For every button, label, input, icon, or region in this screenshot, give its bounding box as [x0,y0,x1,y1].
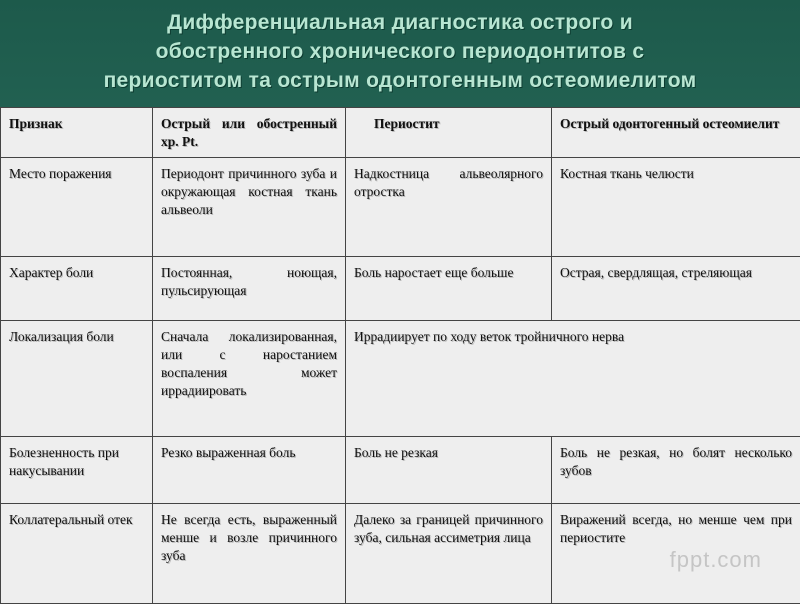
cell-osteomyelitis: Острая, свердлящая, стреляющая [552,257,800,321]
cell-periostitis: Боль не резкая [346,437,552,504]
title-line-3: периоститом та острым одонтогенным остеомиелитом [0,66,800,95]
header-periostitis: Периостит [346,108,552,158]
cell-periodontitis: Постоянная, ноющая, пульсирующая [153,257,346,321]
cell-periodontitis: Сначала локализированная, или с наростанием воспаления может иррадиировать [153,321,346,437]
cell-osteomyelitis: Боль не резкая, но болят несколько зубов [552,437,800,504]
cell-periostitis-osteomyelitis-merged: Иррадиирует по ходу веток тройничного нерва [346,321,800,437]
table-row [1,257,800,321]
diagnosis-table [0,107,800,604]
row-label: Локализация боли [1,321,153,437]
row-label: Болезненность при накусывании [1,437,153,504]
header-osteomyelitis: Острый одонтогенный остеомиелит [552,108,800,158]
cell-periostitis: Далеко за границей причинного зуба, сильная ассиметрия лица [346,504,552,604]
cell-periodontitis: Не всегда есть, выраженный менше и возле причинного зуба [153,504,346,604]
cell-osteomyelitis: Виражений всегда, но менше чем при периостите [552,504,800,604]
watermark: fppt.com [670,547,762,573]
slide-title [0,8,800,95]
header-sign: Признак [1,108,153,158]
table-row [1,321,800,437]
row-label: Место поражения [1,158,153,257]
title-line-2: обостренного хронического периодонтитов с [0,37,800,66]
title-line-1: Дифференциальная диагностика острого и [0,8,800,37]
row-label: Коллатеральный отек [1,504,153,604]
cell-periostitis: Надкостница альвеолярного отростка [346,158,552,257]
header-periodontitis: Острый или обостренный хр. Pt. [153,108,346,158]
cell-periodontitis: Резко выраженная боль [153,437,346,504]
row-label: Характер боли [1,257,153,321]
table-header-row [1,108,800,158]
cell-osteomyelitis: Костная ткань челюсти [552,158,800,257]
cell-periostitis: Боль наростает еще больше [346,257,552,321]
table-row [1,158,800,257]
cell-periodontitis: Периодонт причинного зуба и окружающая костная ткань альвеоли [153,158,346,257]
table-row [1,437,800,504]
